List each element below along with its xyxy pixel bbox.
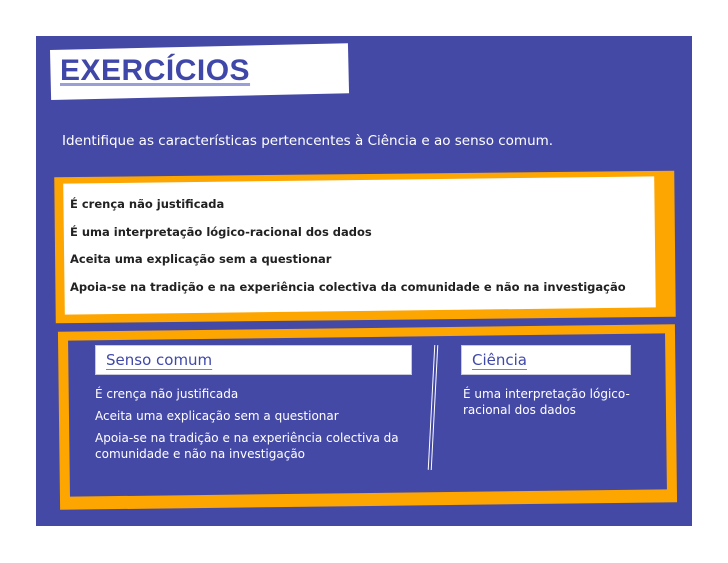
statement-item: É uma interpretação lógico-racional dos dados <box>70 224 372 239</box>
senso-comum-heading-label: Senso comum <box>106 351 213 369</box>
statements-list <box>70 197 626 307</box>
ciencia-list <box>463 386 643 424</box>
senso-comum-item: Aceita uma explicação sem a questionar <box>95 409 339 423</box>
ciencia-item: É uma interpretação lógico-racional dos dados <box>463 387 630 417</box>
senso-comum-heading <box>95 345 412 375</box>
statement-item: Apoia-se na tradição e na experiência colectiva da comunidade e não na investigação <box>70 279 626 294</box>
senso-comum-item: É crença não justificada <box>95 387 239 401</box>
ciencia-heading-label: Ciência <box>472 351 527 369</box>
statement-item: Aceita uma explicação sem a questionar <box>70 252 332 266</box>
statement-item: É crença não justificada <box>70 197 225 211</box>
instructions-text: Identifique as características pertencentes à Ciência e ao senso comum. <box>62 133 554 149</box>
page-title: EXERCÍCIOS <box>60 54 251 87</box>
senso-comum-item: Apoia-se na tradição e na experiência colectiva da comunidade e não na investigação <box>95 431 399 461</box>
senso-comum-list <box>95 386 415 468</box>
ciencia-heading <box>461 345 631 375</box>
